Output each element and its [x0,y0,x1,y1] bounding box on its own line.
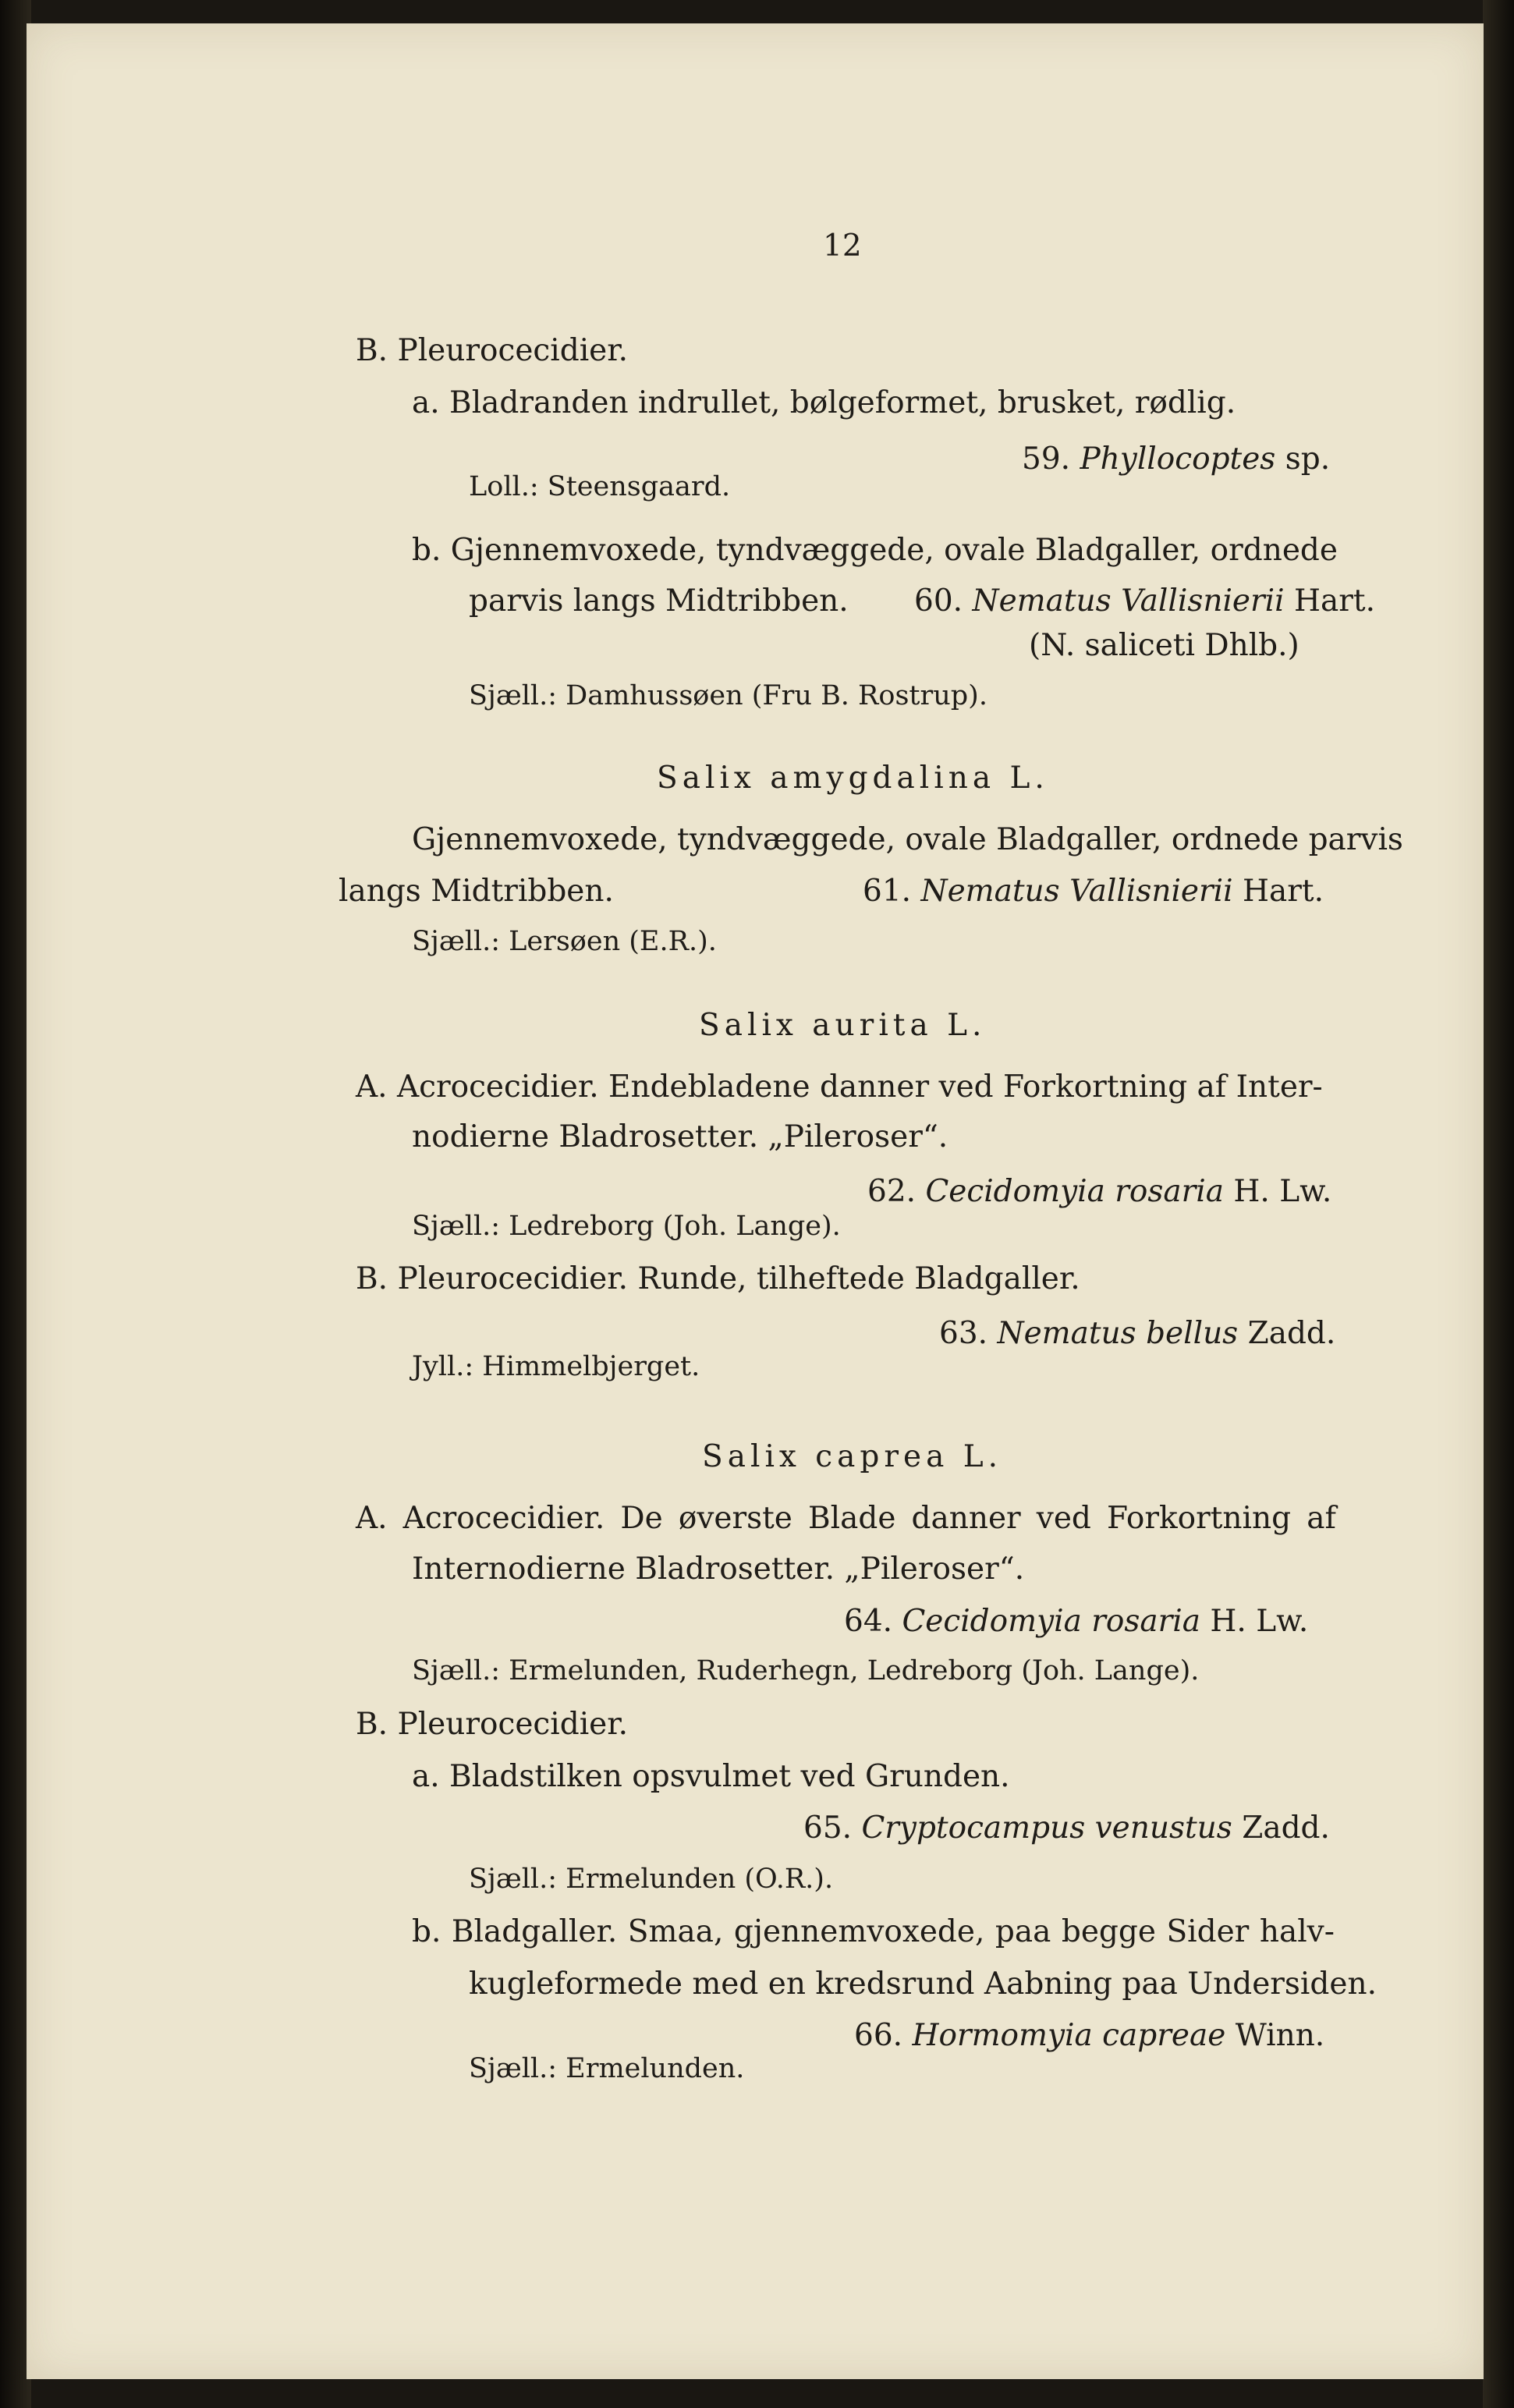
word: begge [1061,1914,1156,1949]
species-author: Zadd. [1242,1810,1330,1846]
text-line: B. Pleurocecidier. [356,1707,629,1742]
word: ovale [944,533,1026,568]
entry-number: 60. [914,583,963,619]
text-line: nodierne Bladrosetter. „Pileroser“. [412,1119,948,1154]
word: Forkortning [1106,1501,1292,1536]
word: Gjennemvoxede, [450,533,707,568]
word: tyndvæggede, [715,533,934,568]
text-line: A. Acrocecidier. Endebladene danner ved Forkortning af Inter- [356,1069,1323,1105]
word: A. [356,1501,388,1536]
text-line: B. Pleurocecidier. [356,333,629,368]
word: Bladgaller. [451,1914,618,1949]
locality: Sjæll.: Ermelunden. [469,2053,745,2084]
species-author: Winn. [1235,2018,1325,2053]
species-author: Hart. [1243,874,1324,909]
entry-number: 64. [844,1604,893,1639]
document-page [27,23,1484,2379]
species-name: Phyllocoptes [1080,442,1276,477]
species-name: Hormomyia capreae [912,2018,1226,2053]
species-entry [867,1173,1331,1211]
species-entry [939,1315,1335,1353]
species-entry [844,1603,1308,1640]
species-entry [914,583,1375,620]
word: Acrocecidier. [402,1501,605,1536]
species-name: Cecidomyia rosaria [925,1174,1225,1209]
word: Smaa, [627,1914,724,1949]
word: Blade [807,1501,896,1536]
locality: Sjæll.: Ermelunden (O.R.). [469,1864,834,1895]
word: gjennemvoxede, [733,1914,985,1949]
section-heading: Salix caprea L. [702,1439,1003,1474]
locality: Sjæll.: Ledreborg (Joh. Lange). [412,1211,841,1242]
species-name: Nematus bellus [997,1316,1239,1351]
entry-number: 66. [854,2018,903,2053]
synonym: (N. saliceti Dhlb.) [1029,628,1299,663]
entry-number: 65. [803,1810,853,1846]
word: paa [995,1914,1051,1949]
word: ved [1036,1501,1091,1536]
word: b. [412,1914,441,1949]
word: halv- [1259,1914,1335,1949]
word: b. [412,533,441,568]
text-line: B. Pleurocecidier. Runde, tilheftede Bladgaller. [356,1261,1080,1296]
species-name: Nematus Vallisnierii [972,583,1285,619]
text-line: a. Bladranden indrullet, bølgeformet, brusket, rødlig. [412,385,1236,420]
species-author: Hart. [1294,583,1375,619]
entry-number: 61. [863,874,912,909]
locality: Loll.: Steensgaard. [469,471,731,502]
text-line: kugleformede med en kredsrund Aabning paa Undersiden. [469,1966,1377,2002]
locality: Sjæll.: Damhussøen (Fru B. Rostrup). [469,680,987,711]
species-author: sp. [1285,442,1331,477]
species-name: Nematus Vallisnierii [920,874,1233,909]
text-line: langs Midtribben. [339,874,614,909]
species-name: Cecidomyia rosaria [902,1604,1201,1639]
text-line: Gjennemvoxede, tyndvæggede, ovale Bladgaller, ordnede parvis [412,822,1403,857]
word: De [620,1501,663,1536]
species-entry [863,873,1324,910]
page-number: 12 [823,229,862,264]
word: øverste [678,1501,792,1536]
entry-number: 62. [867,1174,917,1209]
word: Sider [1166,1914,1250,1949]
species-entry [803,1810,1330,1847]
book-edge [1483,0,1514,2408]
word: af [1307,1501,1336,1536]
species-author: Zadd. [1247,1316,1336,1351]
text-line [412,1913,1335,1951]
entry-number: 59. [1022,442,1071,477]
text-line [412,532,1338,569]
locality: Sjæll.: Lersøen (E.R.). [412,926,717,957]
text-line [356,1500,1336,1537]
species-author: H. Lw. [1233,1174,1332,1209]
species-entry [854,2017,1324,2055]
section-heading: Salix amygdalina L. [657,761,1049,796]
species-name: Cryptocampus venustus [861,1810,1232,1846]
text-line: a. Bladstilken opsvulmet ved Grunden. [412,1759,1010,1794]
locality: Jyll.: Himmelbjerget. [412,1351,700,1382]
locality: Sjæll.: Ermelunden, Ruderhegn, Ledreborg (Joh. Lange). [412,1655,1200,1686]
word: danner [911,1501,1021,1536]
word: ordnede [1210,533,1338,568]
word: Bladgaller, [1034,533,1201,568]
entry-number: 63. [939,1316,988,1351]
species-entry [1022,441,1330,478]
text-line: Internodierne Bladrosetter. „Pileroser“. [412,1552,1025,1587]
section-heading: Salix aurita L. [699,1008,987,1043]
species-author: H. Lw. [1210,1604,1309,1639]
text-line: parvis langs Midtribben. [469,583,849,619]
